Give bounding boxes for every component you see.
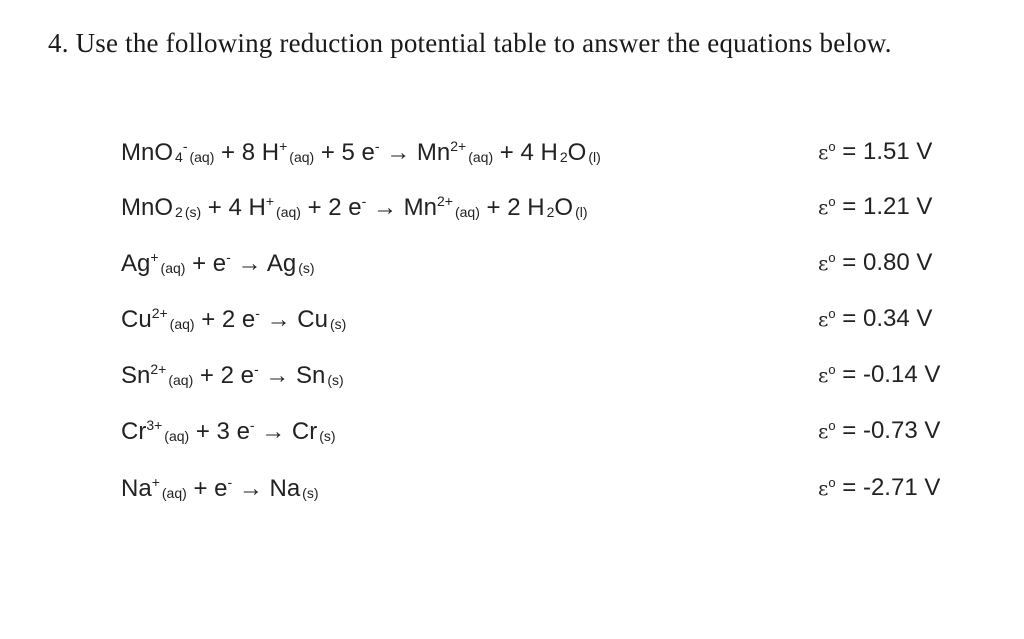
reaction-row-sodium bbox=[0, 474, 1024, 514]
degree-symbol: o bbox=[828, 306, 836, 321]
standard-potential: $\varepsilon^o = -0.73$ V bbox=[818, 417, 941, 444]
half-reaction-equation: MnO 2 (s) + 4 H+(aq) + 2 $e^- \to Mn^{2+}(aq) + 2$ H 2O (l) bbox=[121, 193, 588, 221]
degree-symbol: o bbox=[828, 250, 836, 265]
standard-potential: $\varepsilon^o = 1.21$ V bbox=[818, 193, 933, 220]
half-reaction-equation: $Sn^{2+}(aq) + 2$ e- → Sn (s) bbox=[121, 361, 344, 389]
epsilon-symbol: ε bbox=[818, 251, 829, 275]
reaction-row-manganese-dioxide bbox=[0, 193, 1024, 233]
reaction-row-silver bbox=[0, 249, 1024, 289]
degree-symbol: o bbox=[828, 139, 836, 154]
half-reaction-equation: MnO 4-(aq) + 8 H+(aq) + 5 $e^- \to Mn^{2+}(aq) + 4$ H 2O (l) bbox=[121, 138, 601, 166]
epsilon-symbol: ε bbox=[818, 307, 829, 331]
degree-symbol: o bbox=[828, 418, 836, 433]
half-reaction-equation: Ag+(aq) + e- → Ag (s) bbox=[121, 249, 315, 277]
reaction-row-chromium bbox=[0, 417, 1024, 457]
epsilon-symbol: ε bbox=[818, 476, 829, 500]
standard-potential: $\varepsilon^o = -0.14$ V bbox=[818, 361, 941, 388]
degree-symbol: o bbox=[828, 362, 836, 377]
standard-potential: $\varepsilon^o = 1.51$ V bbox=[818, 138, 933, 165]
standard-potential: $\varepsilon^o = 0.80$ V bbox=[818, 249, 933, 276]
epsilon-symbol: ε bbox=[818, 419, 829, 443]
half-reaction-equation: $Cr^{3+}(aq) + 3$ e- → Cr (s) bbox=[121, 417, 336, 445]
half-reaction-equation: Na+(aq) + e- → Na (s) bbox=[121, 474, 319, 502]
standard-potential: $\varepsilon^o = 0.34$ V bbox=[818, 305, 933, 332]
epsilon-symbol: ε bbox=[818, 363, 829, 387]
question-title: 4. Use the following reduction potential table to answer the equations below. bbox=[48, 28, 892, 58]
standard-potential: $\varepsilon^o = -2.71$ V bbox=[818, 474, 941, 501]
degree-symbol: o bbox=[828, 194, 836, 209]
reaction-row-permanganate bbox=[0, 138, 1024, 178]
epsilon-symbol: ε bbox=[818, 140, 829, 164]
epsilon-symbol: ε bbox=[818, 195, 829, 219]
reaction-row-tin bbox=[0, 361, 1024, 401]
degree-symbol: o bbox=[828, 475, 836, 490]
half-reaction-equation: $Cu^{2+}(aq) + 2$ e- → Cu (s) bbox=[121, 305, 347, 333]
reaction-row-copper bbox=[0, 305, 1024, 345]
